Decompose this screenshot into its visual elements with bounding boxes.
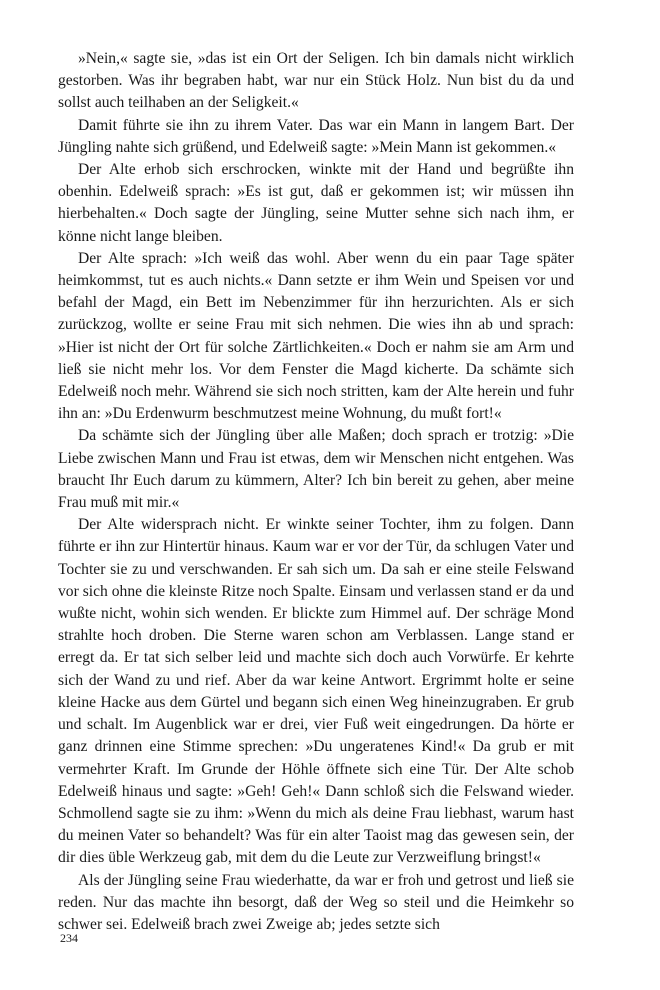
paragraph: Der Alte sprach: »Ich weiß das wohl. Aber wenn du ein paar Tage später heimkommst, tut es auch nichts.« Dann setzte er ihm Wein und Speisen vor und befahl der Magd, ein Bett im Nebenzimmer für ihn herzurichten. Als er sich zurückzog, wollte er seine Frau mit sich nehmen. Die wies ihn ab und sprach: »Hier ist nicht der Ort für solche Zärtlichkeiten.« Doch er nahm sie am Arm und ließ sie nicht mehr los. Vor dem Fenster die Magd kicherte. Da schämte sich Edelweiß noch mehr. Während sie sich noch stritten, kam der Alte herein und fuhr ihn an: »Du Erdenwurm beschmutzest meine Wohnung, du mußt fort!«: [58, 249, 574, 423]
paragraph: Da schämte sich der Jüngling über alle Maßen; doch sprach er trotzig: »Die Liebe zwischen Mann und Frau ist etwas, dem wir Menschen nicht entgehen. Was braucht Ihr Euch darum zu kümmern, Alter? Ich bin bereit zu gehen, aber meine Frau muß mit mir.«: [58, 427, 574, 512]
page-number: 234: [60, 931, 78, 945]
paragraph: Der Alte widersprach nicht. Er winkte seiner Tochter, ihm zu folgen. Dann führte er ihn zur Hintertür hinaus. Kaum war er vor der Tür, da schlugen Vater und Tochter sie zu und verschwanden. Er sah sich um. Da sah er eine steile Felswand vor sich ohne die kleinste Ritze noch Spalte. Einsam und verlassen stand er da und wußte nicht, wohin sich wenden. Er blickte zum Himmel auf. Der schräge Mond strahlte hoch droben. Die Sterne waren schon am Verblassen. Lange stand er erregt da. Er tat sich selber leid und machte sich doch auch Vorwürfe. Er kehrte sich der Wand zu und rief. Aber da war keine Antwort. Ergrimmt holte er seine kleine Hacke aus dem Gürtel und begann sich einen Weg hineinzugraben. Er grub und schalt. Im Augenblick war er drei, vier Fuß weit eingedrungen. Da hörte er ganz drinnen eine Stimme sprechen: »Du ungeratenes Kind!« Da grub er mit vermehrter Kraft. Im Grunde der Höhle öffnete sich eine Tür. Der Alte schob Edelweiß hinaus und sagte: »Geh! Geh!« Dann schloß sich die Felswand wieder. Schmollend sagte sie zu ihm: »Wenn du mich als deine Frau liebhast, warum hast du meinen Vater so behandelt? Was für ein alter Taoist mag das gewesen sein, der dir dies üble Werkzeug gab, mit dem du die Leute zur Verzweiflung bringst!«: [58, 516, 574, 867]
paragraph: Als der Jüngling seine Frau wiederhatte, da war er froh und getrost und ließ sie reden. Nur das machte ihn besorgt, daß der Weg so steil und die Heimkehr so schwer sei. Edelweiß brach zwei Zweige ab; jedes setzte sich: [58, 871, 574, 933]
paragraph: »Nein,« sagte sie, »das ist ein Ort der Seligen. Ich bin damals nicht wirklich gestorben. Was ihr begraben habt, war nur ein Stück Holz. Nun bist du da und sollst auch teilhaben an der Seligkeit.«: [58, 50, 574, 112]
page-body: [58, 48, 574, 936]
paragraph: Damit führte sie ihn zu ihrem Vater. Das war ein Mann in langem Bart. Der Jüngling nahte sich grüßend, und Edelweiß sagte: »Mein Mann ist gekommen.«: [58, 116, 574, 156]
paragraph: Der Alte erhob sich erschrocken, winkte mit der Hand und begrüßte ihn obenhin. Edelweiß sprach: »Es ist gut, daß er gekommen ist; wir müssen ihn hierbehalten.« Doch sagte der Jüngling, seine Mutter sehne sich nach ihm, er könne nicht lange bleiben.: [58, 161, 574, 245]
